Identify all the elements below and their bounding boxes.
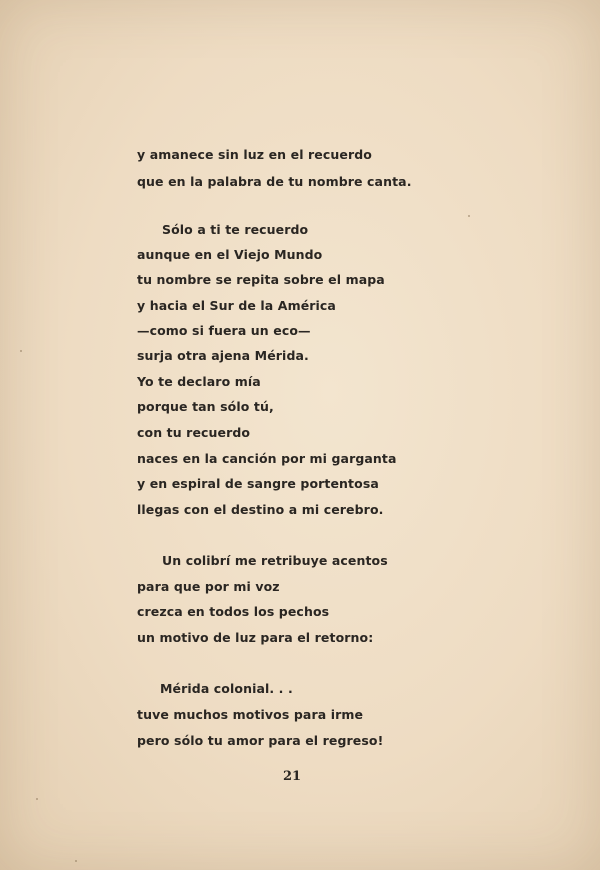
poem-line: tuve muchos motivos para irme [137, 707, 364, 722]
poem-line: para que por mi voz [137, 579, 280, 594]
poem-line: que en la palabra de tu nombre canta. [137, 174, 412, 189]
poem-line: crezca en todos los pechos [137, 604, 330, 619]
poem-line-indented: Un colibrí me retribuye acentos [162, 553, 388, 568]
poem-line: llegas con el destino a mi cerebro. [137, 502, 384, 517]
poem-line: surja otra ajena Mérida. [137, 348, 309, 363]
poem-line: un motivo de luz para el retorno: [137, 630, 374, 645]
page-number: 21 [283, 769, 302, 784]
poem-line: y amanece sin luz en el recuerdo [137, 147, 372, 162]
poem-line: porque tan sólo tú, [137, 399, 274, 414]
paper-speck [75, 860, 77, 862]
paper-speck [20, 350, 22, 352]
poem-line: y hacia el Sur de la América [137, 298, 336, 313]
poem-line: tu nombre se repita sobre el mapa [137, 272, 385, 287]
poem-line: con tu recuerdo [137, 425, 251, 440]
poem-line: pero sólo tu amor para el regreso! [137, 733, 384, 748]
poem-line: Yo te declaro mía [137, 374, 261, 389]
poem-line: naces en la canción por mi garganta [137, 451, 397, 466]
paper-speck [36, 798, 38, 800]
poem-line: —como si fuera un eco— [137, 323, 311, 338]
poem-line: y en espiral de sangre portentosa [137, 476, 379, 491]
paper-speck [468, 215, 470, 217]
poem-line: aunque en el Viejo Mundo [137, 247, 323, 262]
poem-line-indented: Sólo a ti te recuerdo [162, 222, 309, 237]
poem-line-indented: Mérida colonial. . . [160, 681, 293, 696]
